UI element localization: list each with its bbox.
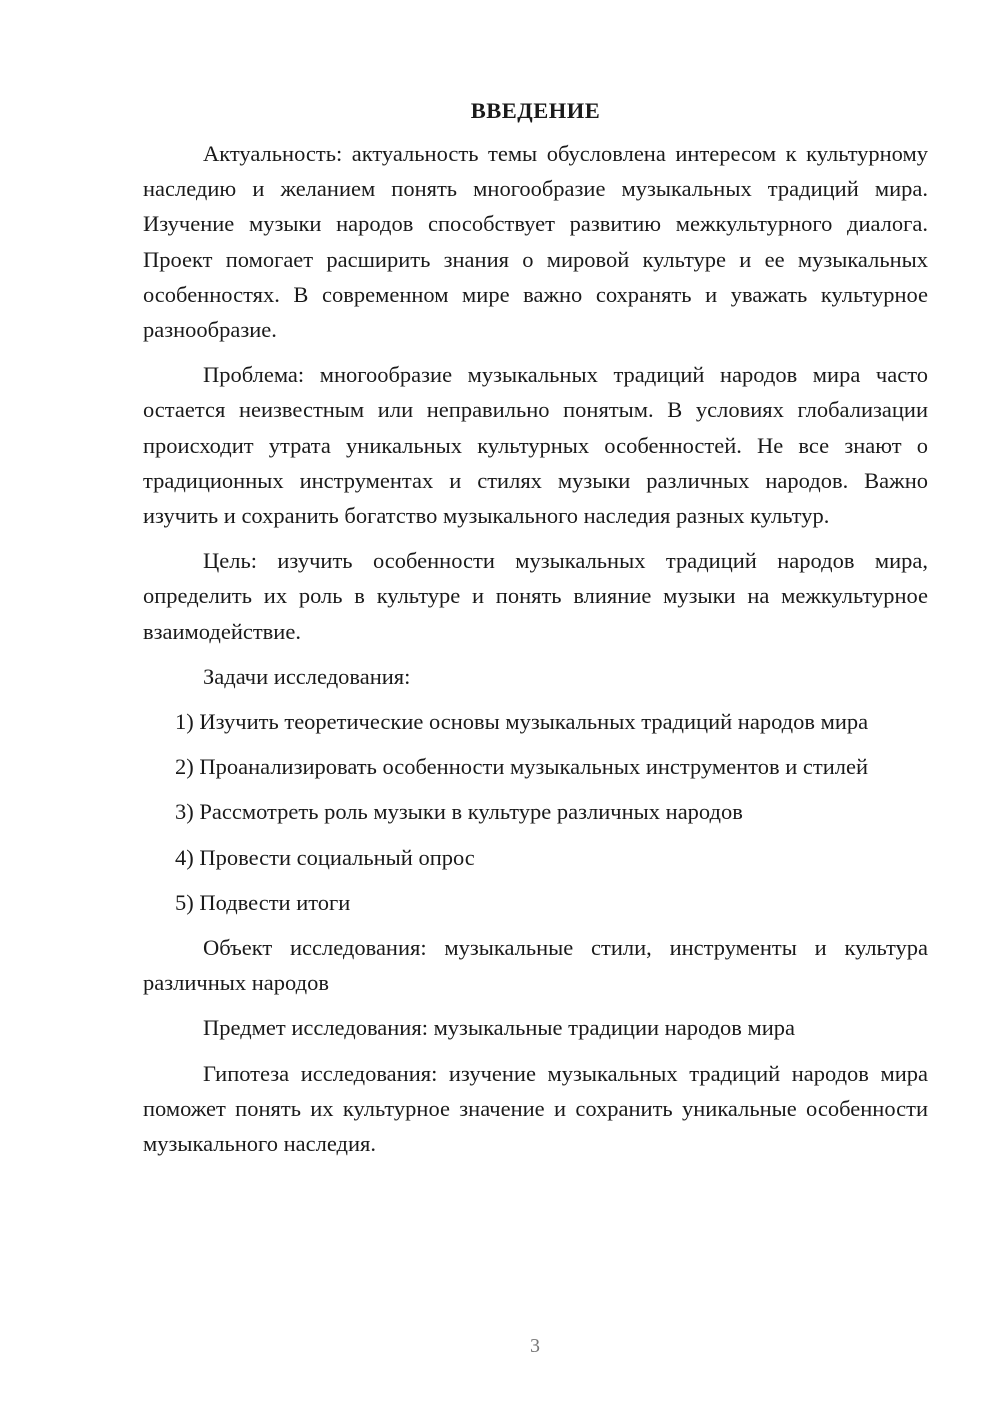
page-number: 3 xyxy=(530,1335,540,1357)
task-item: 2) Проанализировать особенности музыкальных инструментов и стилей xyxy=(175,754,868,780)
page-title: ВВЕДЕНИЕ xyxy=(470,98,601,123)
subject-paragraph: Предмет исследования: музыкальные традиции народов мира xyxy=(203,1015,796,1041)
page-content xyxy=(143,96,928,1171)
task-item: 3) Рассмотреть роль музыки в культуре различных народов xyxy=(175,799,743,825)
hypothesis-paragraph: Гипотеза исследования: изучение музыкальных традиций народов мира поможет понять их культурное значение и сохранить уникальные особенности музыкального наследия. xyxy=(143,1060,928,1157)
relevance-paragraph: Актуальность: актуальность темы обусловлена интересом к культурному наследию и желанием понять многообразие музыкальных традиций мира. Изучение музыки народов способствует развитию межкультурного диалога. Проект помогает расширить знания о мировой культуре и ее музыкальных особенностях. В современном мире важно сохранять и уважать культурное разнообразие. xyxy=(143,141,928,343)
task-item: 4) Провести социальный опрос xyxy=(175,844,475,870)
task-item: 1) Изучить теоретические основы музыкальных традиций народов мира xyxy=(175,709,869,735)
goal-paragraph: Цель: изучить особенности музыкальных традиций народов мира, определить их роль в культуре и понять влияние музыки на межкультурное взаимодействие. xyxy=(143,548,928,644)
problem-paragraph: Проблема: многообразие музыкальных традиций народов мира часто остается неизвестным или неправильно понятым. В условиях глобализации происходит утрата уникальных культурных особенностей. Не все знают о традиционных инструментах и стилях музыки различных народов. Важно изучить и сохранить богатство музыкального наследия разных культур. xyxy=(143,362,928,529)
tasks-heading: Задачи исследования: xyxy=(203,663,411,689)
task-item: 5) Подвести итоги xyxy=(175,889,351,915)
object-paragraph: Объект исследования: музыкальные стили, инструменты и культура различных народов xyxy=(143,935,928,996)
